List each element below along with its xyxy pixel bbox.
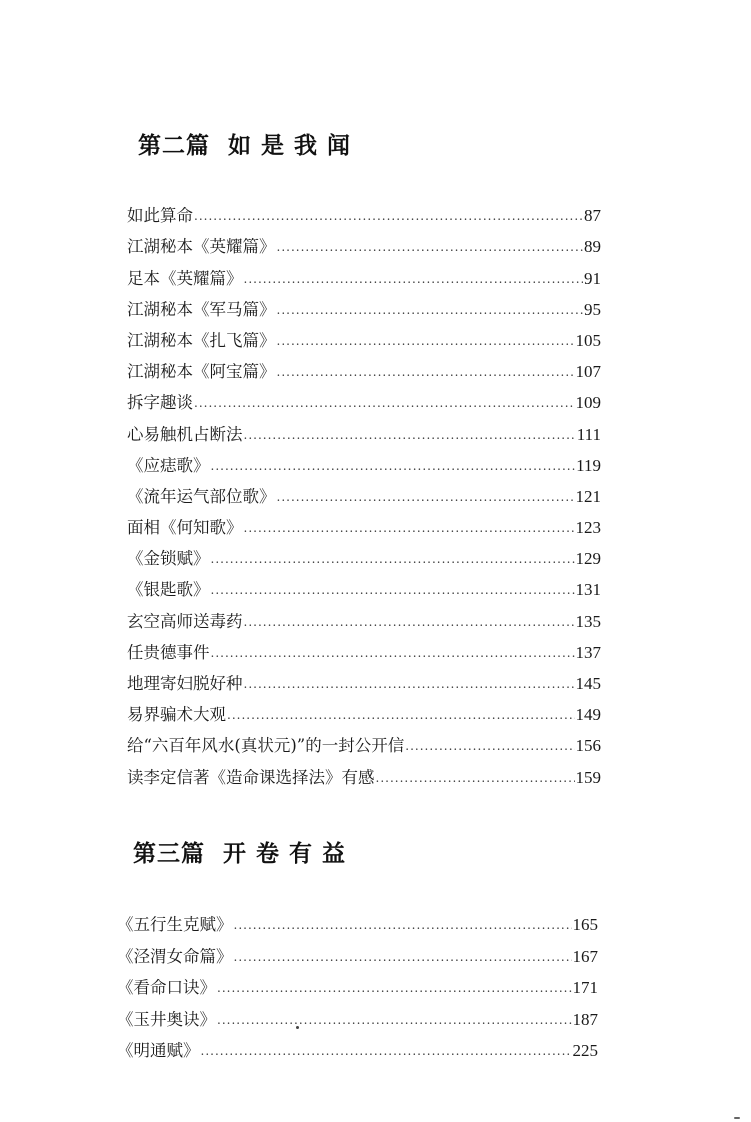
dot-leader: [194, 395, 575, 411]
entry-title: 《看命口诀》: [117, 978, 216, 998]
toc-entry[interactable]: [117, 936, 598, 967]
page-number: 135: [575, 611, 601, 631]
page-number: 119: [576, 455, 601, 475]
entry-title: 足本《英耀篇》: [127, 268, 243, 288]
toc-entry[interactable]: [127, 383, 601, 414]
toc-list-part-2: [127, 196, 601, 789]
toc-entry[interactable]: [127, 321, 601, 352]
dot-leader: [234, 949, 572, 965]
dot-leader: [277, 302, 584, 318]
dot-leader: [211, 645, 575, 661]
entry-title: 江湖秘本《阿宝篇》: [127, 362, 276, 382]
page-number: 165: [572, 915, 598, 935]
scan-speck: [296, 1026, 299, 1029]
page-number: 225: [572, 1040, 598, 1060]
entry-title: 《金锁赋》: [127, 549, 210, 569]
dot-leader: [277, 489, 575, 505]
dot-leader: [211, 551, 575, 567]
entry-title: 《泾渭女命篇》: [117, 946, 233, 966]
dot-leader: [277, 239, 584, 255]
dot-leader: [277, 333, 575, 349]
page-number: 109: [575, 393, 601, 413]
page-number: 95: [584, 299, 601, 319]
entry-title: 《应痣歌》: [127, 455, 210, 475]
entry-title: 江湖秘本《英耀篇》: [127, 237, 276, 257]
page-number: 145: [575, 674, 601, 693]
entry-title: 地理寄妇脱好种: [127, 674, 243, 693]
dot-leader: [277, 364, 575, 380]
entry-title: 江湖秘本《扎飞篇》: [127, 330, 276, 350]
page-number: 149: [575, 705, 601, 725]
toc-entry[interactable]: [127, 601, 601, 632]
entry-title: 江湖秘本《军马篇》: [127, 299, 276, 319]
entry-title: 给“六百年风水(真状元)”的一封公开信: [127, 736, 405, 756]
toc-entry[interactable]: [127, 757, 601, 788]
toc-list-part-3: [117, 905, 598, 1062]
page-number: 131: [575, 580, 601, 600]
toc-entry[interactable]: [127, 352, 601, 383]
section-title-part-2: 第二篇 如 是 我 闻: [138, 133, 352, 159]
page-number: 187: [572, 1009, 598, 1029]
toc-entry[interactable]: [127, 227, 601, 258]
entry-title: 面相《何知歌》: [127, 518, 243, 538]
dot-leader: [244, 614, 575, 630]
dot-leader: [211, 458, 576, 474]
entry-title: 如此算命: [127, 206, 193, 226]
toc-entry[interactable]: [127, 539, 601, 570]
page-number: 156: [575, 736, 601, 756]
scan-speck: [734, 1117, 740, 1119]
section-title-part-3: 第三篇 开 卷 有 益: [133, 841, 347, 867]
dot-leader: [234, 917, 572, 933]
toc-entry[interactable]: [127, 570, 601, 601]
entry-title: 易界骗术大观: [127, 705, 226, 725]
entry-title: 任贵德事件: [127, 642, 210, 662]
entry-title: 《银匙歌》: [127, 580, 210, 600]
entry-title: 玄空高师送毒药: [127, 611, 243, 631]
toc-entry[interactable]: [127, 508, 601, 539]
toc-entry[interactable]: [117, 968, 598, 999]
toc-entry[interactable]: [127, 633, 601, 664]
toc-entry[interactable]: [127, 726, 601, 757]
entry-title: 《玉井奥诀》: [117, 1009, 216, 1029]
dot-leader: [217, 980, 572, 996]
toc-entry[interactable]: [127, 290, 601, 321]
dot-leader: [244, 271, 584, 287]
toc-entry[interactable]: [127, 695, 601, 726]
dot-leader: [227, 707, 575, 723]
entry-title: 《明通赋》: [117, 1040, 200, 1060]
toc-entry[interactable]: [127, 414, 601, 445]
toc-entry[interactable]: [117, 905, 598, 936]
entry-title: 读李定信著《造命课选择法》有感: [127, 767, 375, 787]
page-number: 107: [575, 362, 601, 382]
toc-entry[interactable]: [117, 999, 598, 1030]
page-number: 91: [584, 268, 601, 288]
page-number: 89: [584, 237, 601, 257]
page-number: 167: [572, 946, 598, 966]
dot-leader: [244, 520, 575, 536]
dot-leader: [376, 770, 575, 786]
toc-entry[interactable]: [127, 196, 601, 227]
page-number: 171: [572, 978, 598, 998]
entry-title: 心易触机占断法: [127, 424, 243, 444]
page-number: 129: [575, 549, 601, 569]
toc-entry[interactable]: [117, 1031, 598, 1062]
entry-title: 《五行生克赋》: [117, 915, 233, 935]
entry-title: 《流年运气部位歌》: [127, 486, 276, 506]
dot-leader: [194, 208, 583, 224]
toc-entry[interactable]: [127, 446, 601, 477]
page-number: 137: [575, 642, 601, 662]
page-number: 121: [575, 486, 601, 506]
dot-leader: [405, 738, 574, 754]
page-number: 123: [575, 518, 601, 538]
toc-entry[interactable]: [127, 258, 601, 289]
dot-leader: [201, 1043, 572, 1059]
dot-leader: [211, 582, 575, 598]
page-number: 105: [575, 330, 601, 350]
toc-entry[interactable]: [127, 477, 601, 508]
page-number: 111: [576, 424, 601, 444]
page-number: 87: [584, 206, 601, 226]
dot-leader: [217, 1012, 572, 1028]
entry-title: 拆字趣谈: [127, 393, 193, 413]
dot-leader: [244, 427, 576, 443]
page-number: 159: [575, 767, 601, 787]
toc-entry[interactable]: [127, 664, 601, 695]
dot-leader: [244, 676, 575, 692]
